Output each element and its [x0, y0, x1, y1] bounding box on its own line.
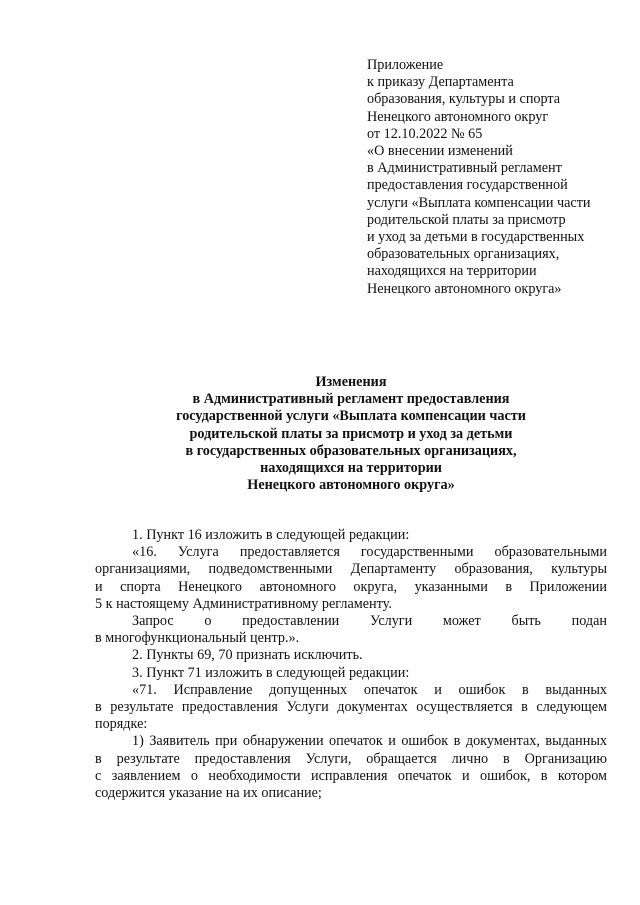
appendix-line: родительской платы за присмотр — [367, 211, 566, 228]
paragraph-subitem-1 — [95, 733, 607, 802]
paragraph-item-71 — [95, 682, 607, 734]
appendix-line: предоставления государственной — [367, 177, 568, 194]
paragraph-line: в результате предоставления Услуги документах осуществляется в следующем — [95, 699, 607, 716]
appendix-line: образовательных организациях, — [367, 246, 560, 263]
title-line: в государственных образовательных организациях, — [185, 442, 517, 459]
document-title — [95, 374, 607, 494]
title-line: находящихся на территории — [260, 460, 442, 477]
appendix-line: образования, культуры и спорта — [367, 91, 561, 108]
paragraph-item-1: 1. Пункт 16 изложить в следующей редакции: — [132, 527, 410, 543]
paragraph-line: 5 к настоящему Административному регламенту. — [95, 595, 392, 612]
appendix-line: услуги «Выплата компенсации части — [367, 194, 591, 211]
title-line: родительской платы за присмотр и уход за детьми — [189, 425, 513, 442]
paragraph-item-16 — [95, 544, 607, 613]
appendix-line: Ненецкого автономного округа» — [367, 280, 562, 297]
paragraph-line: «71. Исправление допущенных опечаток и ошибок в выданных — [132, 681, 607, 698]
paragraph-line: организациями, подведомственными Департаменту образования, культуры — [95, 561, 607, 578]
appendix-line: от 12.10.2022 № 65 — [367, 125, 483, 142]
title-line: Ненецкого автономного округа» — [247, 477, 455, 494]
paragraph-line: с заявлением о необходимости исправления опечаток и ошибок, в котором — [95, 767, 607, 784]
appendix-line: находящихся на территории — [367, 263, 537, 280]
title-line: в Административный регламент предоставления — [192, 391, 510, 408]
appendix-line: «О внесении изменений — [367, 143, 513, 160]
document-body — [95, 527, 607, 802]
title-line: Изменения — [315, 374, 387, 390]
paragraph-item-2: 2. Пункты 69, 70 признать исключить. — [132, 647, 363, 664]
title-line: государственной услуги «Выплата компенсации части — [176, 408, 526, 425]
paragraph-line: Запрос о предоставлении Услуги может быть подан — [132, 613, 607, 630]
paragraph-item-3: 3. Пункт 71 изложить в следующей редакции: — [132, 664, 410, 681]
paragraph-line: «16. Услуга предоставляется государственными образовательными — [132, 544, 607, 561]
appendix-line: и уход за детьми в государственных — [367, 229, 585, 246]
paragraph-line: содержится указание на их описание; — [95, 785, 322, 802]
paragraph-line: 1) Заявитель при обнаружении опечаток и ошибок в документах, выданных — [132, 733, 607, 750]
appendix-line: к приказу Департамента — [367, 74, 514, 91]
appendix-line: Ненецкого автономного округ — [367, 108, 549, 125]
paragraph-line: и спорта Ненецкого автономного округа, указанными в Приложении — [95, 578, 607, 595]
paragraph-line: в многофункциональный центр.». — [95, 630, 300, 647]
paragraph-request — [95, 613, 607, 647]
paragraph-line: в результате предоставления Услуги, обращается лично в Организацию — [95, 750, 607, 767]
appendix-block — [367, 57, 627, 298]
appendix-line: в Административный регламент — [367, 160, 562, 177]
paragraph-line: порядке: — [95, 716, 148, 733]
appendix-line: Приложение — [367, 57, 444, 73]
